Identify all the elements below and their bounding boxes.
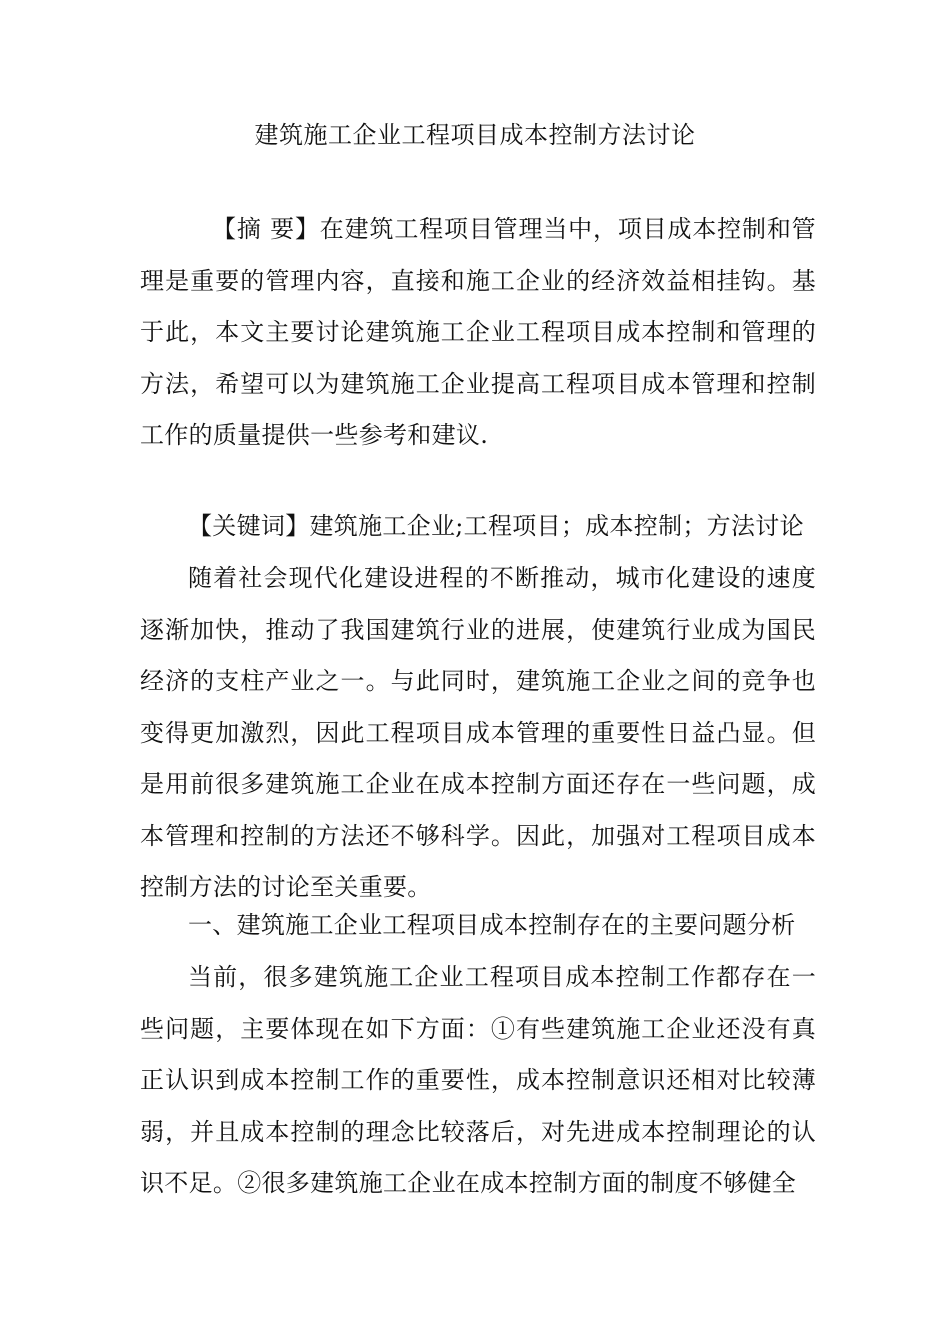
document-title: 建筑施工企业工程项目成本控制方法讨论 [254,121,696,149]
abstract-paragraph: 【摘 要】在建筑工程项目管理当中，项目成本控制和管理是重要的管理内容，直接和施工企业的经济效益相挂钩。基于此，本文主要讨论建筑施工企业工程项目成本控制和管理的方法，希望可以为建筑施工企业提高工程项目成本管理和控制工作的质量提供一些参考和建议. [140,215,816,449]
section-heading: 一、建筑施工企业工程项目成本控制存在的主要问题分析 [188,911,796,939]
keywords-paragraph: 【关键词】建筑施工企业;工程项目；成本控制；方法讨论 [188,512,804,540]
section-body-paragraph: 当前，很多建筑施工企业工程项目成本控制工作都存在一些问题，主要体现在如下方面：①有些建筑施工企业还没有真正认识到成本控制工作的重要性，成本控制意识还相对比较薄弱，并且成本控制的理念比较落后，对先进成本控制理论的认识不足。②很多建筑施工企业在成本控制方面的制度不够健全 [140,963,816,1197]
intro-paragraph: 随着社会现代化建设进程的不断推动，城市化建设的速度逐渐加快，推动了我国建筑行业的进展，使建筑行业成为国民经济的支柱产业之一。与此同时，建筑施工企业之间的竞争也变得更加激烈，因此工程项目成本管理的重要性日益凸显。但是用前很多建筑施工企业在成本控制方面还存在一些问题，成本管理和控制的方法还不够科学。因此，加强对工程项目成本控制方法的讨论至关重要。 [140,564,816,901]
